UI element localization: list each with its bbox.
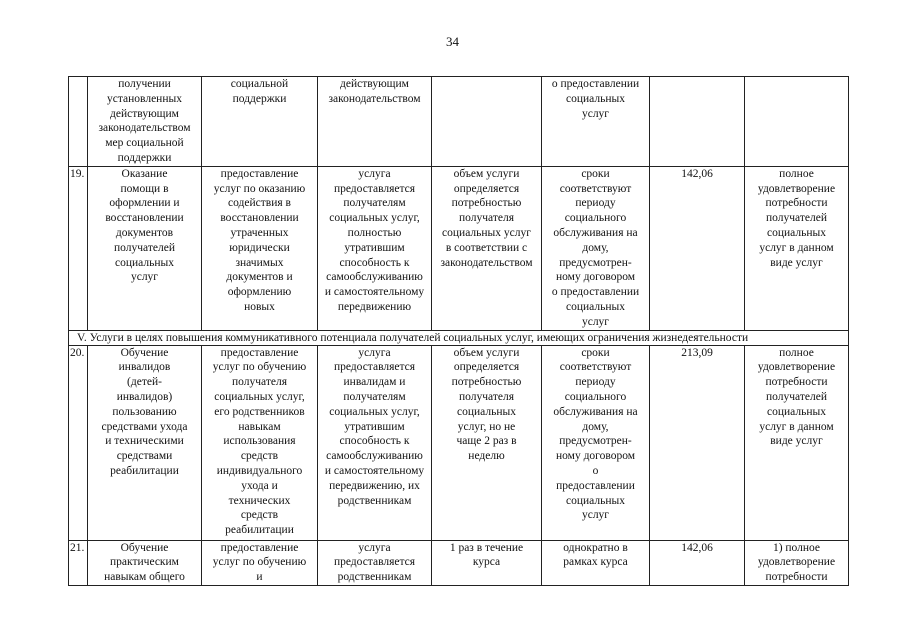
service-name-cell: Обучение практическим навыкам общего: [88, 540, 202, 585]
service-name-cell: Обучение инвалидов (детей- инвалидов) пользованию средствами ухода и техническими средствами реабилитации: [88, 345, 202, 540]
service-description-cell: предоставление услуг по обучению получателя социальных услуг, его родственников навыкам использования средств индивидуального ухода и технических средств реабилитации: [202, 345, 318, 540]
service-name-cell: Оказание помощи в оформлении и восстановлении документов получателей социальных услуг: [88, 166, 202, 330]
service-terms-cell: сроки соответствуют периоду социального обслуживания на дому, предусмотрен- ному договором о предоставлении социальных услуг: [542, 166, 650, 330]
tariff-cell: 142,06: [650, 540, 745, 585]
service-volume-cell: объем услуги определяется потребностью получателя социальных услуг в соответствии с законодательством: [432, 166, 542, 330]
table-row-20: [69, 345, 849, 540]
service-terms-cell: сроки соответствуют периоду социального обслуживания на дому, предусмотрен- ному договором о предоставлении социальных услуг: [542, 345, 650, 540]
table-row-19: [69, 166, 849, 330]
table-row-continuation: [69, 77, 849, 167]
quality-indicators-cell: полное удовлетворение потребности получателей социальных услуг в данном виде услуг: [745, 345, 849, 540]
provision-conditions-cell: услуга предоставляется родственникам: [318, 540, 432, 585]
quality-indicators-cell: полное удовлетворение потребности получателей социальных услуг в данном виде услуг: [745, 166, 849, 330]
service-description-cell: предоставление услуг по обучению и: [202, 540, 318, 585]
row-number: 20.: [69, 345, 88, 540]
tariff-cell: 213,09: [650, 345, 745, 540]
tariff-cell: [650, 77, 745, 167]
quality-indicators-cell: 1) полное удовлетворение потребности: [745, 540, 849, 585]
provision-conditions-cell: действующим законодательством: [318, 77, 432, 167]
table-row-21: [69, 540, 849, 585]
quality-indicators-cell: [745, 77, 849, 167]
service-terms-cell: однократно в рамках курса: [542, 540, 650, 585]
page-number: 34: [446, 34, 459, 49]
service-volume-cell: объем услуги определяется потребностью получателя социальных услуг, но не чаще 2 раз в неделю: [432, 345, 542, 540]
service-volume-cell: [432, 77, 542, 167]
provision-conditions-cell: услуга предоставляется инвалидам и получателям социальных услуг, утратившим способность к самообслуживанию и самостоятельному передвижению, их родственникам: [318, 345, 432, 540]
row-number: 21.: [69, 540, 88, 585]
section-heading: V. Услуги в целях повышения коммуникативного потенциала получателей социальных услуг, имеющих ограничения жизнедеятельности: [69, 330, 849, 345]
tariff-cell: 142,06: [650, 166, 745, 330]
service-name-cell: получении установленных действующим законодательством мер социальной поддержки: [88, 77, 202, 167]
section-row: [69, 330, 849, 345]
provision-conditions-cell: услуга предоставляется получателям социальных услуг, полностью утратившим способность к самообслуживанию и самостоятельному передвижению: [318, 166, 432, 330]
service-volume-cell: 1 раз в течение курса: [432, 540, 542, 585]
service-description-cell: социальной поддержки: [202, 77, 318, 167]
service-terms-cell: о предоставлении социальных услуг: [542, 77, 650, 167]
services-table: [68, 76, 849, 586]
service-description-cell: предоставление услуг по оказанию содействия в восстановлении утраченных юридически значимых документов и оформлению новых: [202, 166, 318, 330]
row-number: [69, 77, 88, 167]
row-number: 19.: [69, 166, 88, 330]
